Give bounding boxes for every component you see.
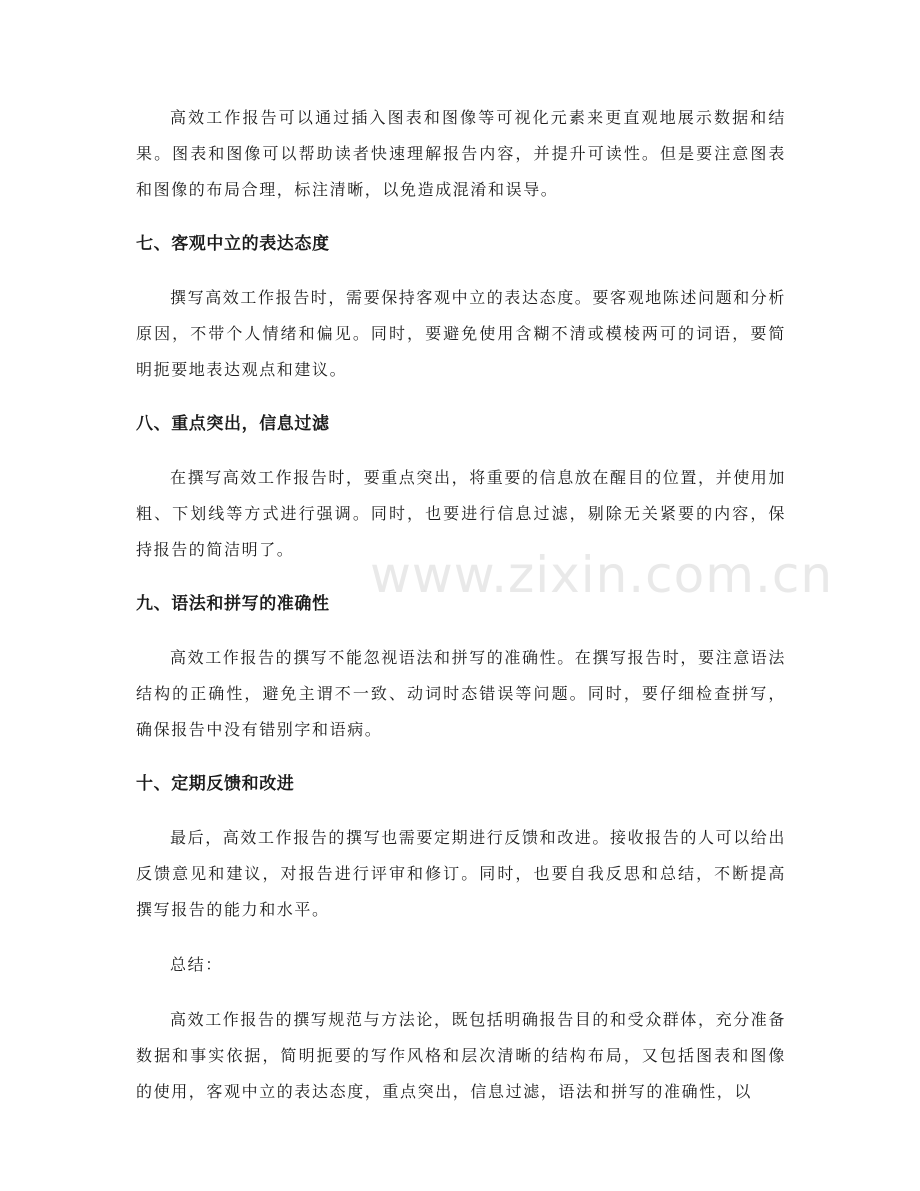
heading-feedback: 十、定期反馈和改进 [136, 774, 295, 794]
heading-highlight-filter: 八、重点突出，信息过滤 [136, 414, 330, 434]
paragraph-summary: 高效工作报告的撰写规范与方法论，既包括明确报告目的和受众群体，充分准备数据和事实依据，简明扼要的写作风格和层次清晰的结构布局，又包括图表和图像的使用，客观中立的表达态度，重点突出，信息过滤，语法和拼写的准确性，以 [136, 1010, 787, 1101]
paragraph-feedback: 最后，高效工作报告的撰写也需要定期进行反馈和改进。接收报告的人可以给出反馈意见和建议，对报告进行评审和修订。同时，也要自我反思和总结，不断提高撰写报告的能力和水平。 [136, 828, 787, 919]
paragraph-grammar-spelling: 高效工作报告的撰写不能忽视语法和拼写的准确性。在撰写报告时，要注意语法结构的正确性，避免主谓不一致、动词时态错误等问题。同时，要仔细检查拼写，确保报告中没有错别字和语病。 [136, 648, 787, 739]
document-page [136, 100, 786, 1110]
paragraph-charts: 高效工作报告可以通过插入图表和图像等可视化元素来更直观地展示数据和结果。图表和图像可以帮助读者快速理解报告内容，并提升可读性。但是要注意图表和图像的布局合理，标注清晰，以免造成混淆和误导。 [136, 108, 786, 199]
summary-label: 总结： [170, 955, 223, 974]
heading-objective-tone: 七、客观中立的表达态度 [136, 234, 330, 254]
heading-grammar-spelling: 九、语法和拼写的准确性 [136, 594, 330, 614]
paragraph-highlight-filter: 在撰写高效工作报告时，要重点突出，将重要的信息放在醒目的位置，并使用加粗、下划线等方式进行强调。同时，也要进行信息过滤，剔除无关紧要的内容，保持报告的简洁明了。 [136, 468, 787, 559]
paragraph-objective-tone: 撰写高效工作报告时，需要保持客观中立的表达态度。要客观地陈述问题和分析原因，不带个人情绪和偏见。同时，要避免使用含糊不清或模棱两可的词语，要简明扼要地表达观点和建议。 [136, 288, 787, 379]
watermark: www.zixin.com.cn [370, 546, 834, 604]
